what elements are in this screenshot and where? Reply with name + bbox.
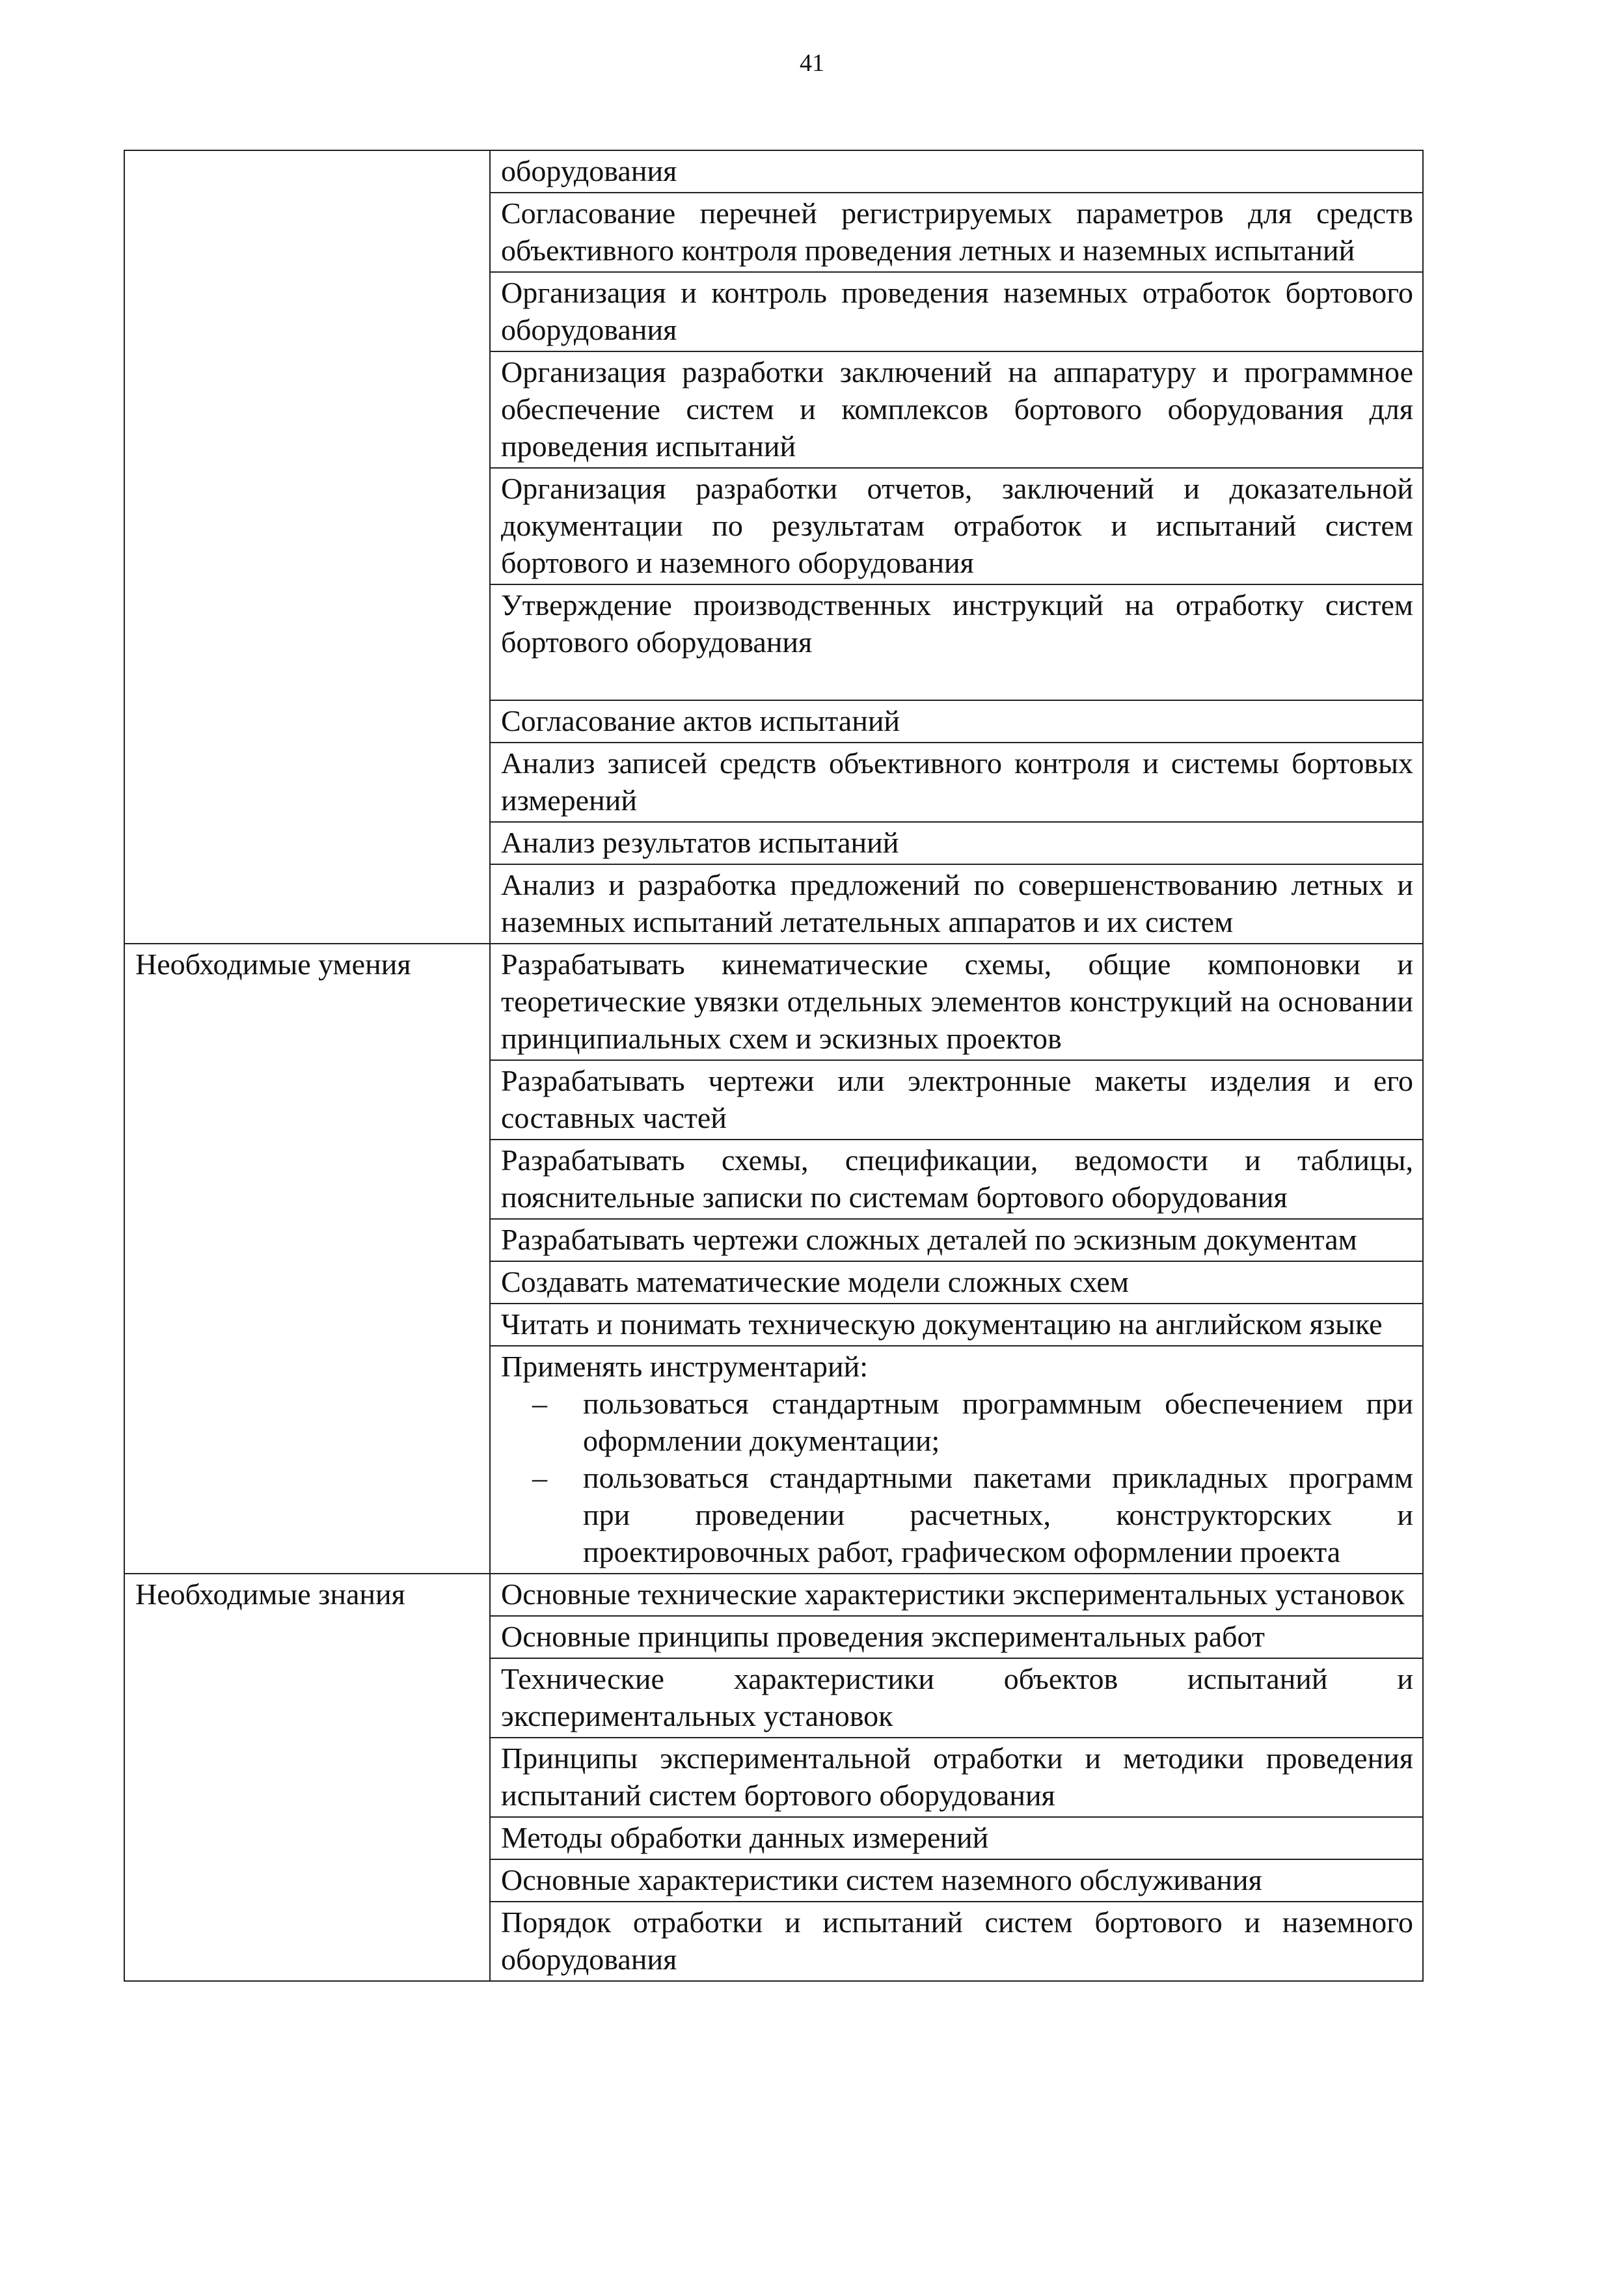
skill-tools-cell — [490, 1346, 1423, 1574]
labor-action-item: оборудования — [490, 150, 1423, 193]
knowledge-item: Порядок отработки и испытаний систем бортового и наземного оборудования — [490, 1902, 1423, 1981]
dash-bullet: – — [532, 1387, 547, 1420]
labor-action-item: Анализ и разработка предложений по совершенствованию летных и наземных испытаний летательных аппаратов и их систем — [490, 864, 1423, 944]
dash-bullet: – — [532, 1461, 547, 1494]
skill-tools-list — [501, 1385, 1413, 1570]
labor-action-item: Организация разработки заключений на аппаратуру и программное обеспечение систем и комплексов бортового оборудования для проведения испытаний — [490, 351, 1423, 468]
knowledge-item: Основные принципы проведения экспериментальных работ — [490, 1616, 1423, 1658]
labor-action-item: Анализ результатов испытаний — [490, 822, 1423, 864]
skill-tool-text: пользоваться стандартными пакетами прикладных программ при проведении расчетных, конструкторских и проектировочных работ, графическом оформлении проекта — [583, 1461, 1413, 1568]
knowledge-item: Методы обработки данных измерений — [490, 1817, 1423, 1859]
table-row — [124, 1574, 1423, 1616]
skill-item: Создавать математические модели сложных схем — [490, 1261, 1423, 1304]
skill-item: Разрабатывать схемы, спецификации, ведомости и таблицы, пояснительные записки по системам бортового оборудования — [490, 1140, 1423, 1219]
knowledge-item: Принципы экспериментальной отработки и методики проведения испытаний систем бортового оборудования — [490, 1738, 1423, 1817]
document-sheet — [124, 150, 1424, 1982]
table-row — [124, 150, 1423, 193]
skill-tool-text: пользоваться стандартным программным обеспечением при оформлении документации; — [583, 1387, 1413, 1457]
list-item — [501, 1459, 1413, 1570]
labor-action-item: Утверждение производственных инструкций на отработку систем бортового оборудования — [490, 584, 1423, 700]
skill-item: Разрабатывать кинематические схемы, общие компоновки и теоретические увязки отдельных элементов конструкций на основании принципиальных схем и эскизных проектов — [490, 944, 1423, 1060]
skills-label: Необходимые умения — [124, 944, 490, 1574]
knowledge-item: Технические характеристики объектов испытаний и экспериментальных установок — [490, 1658, 1423, 1738]
job-description-table — [124, 150, 1424, 1982]
skill-item: Читать и понимать техническую документацию на английском языке — [490, 1304, 1423, 1346]
labor-action-item: Согласование перечней регистрируемых параметров для средств объективного контроля проведения летных и наземных испытаний — [490, 193, 1423, 272]
labor-actions-label-cell — [124, 150, 490, 944]
list-item — [501, 1385, 1413, 1459]
knowledge-item: Основные технические характеристики экспериментальных установок — [490, 1574, 1423, 1616]
page-number: 41 — [800, 49, 824, 77]
knowledge-item: Основные характеристики систем наземного обслуживания — [490, 1859, 1423, 1902]
skill-tools-intro: Применять инструментарий: — [501, 1350, 869, 1383]
table-row — [124, 944, 1423, 1060]
knowledge-label: Необходимые знания — [124, 1574, 490, 1981]
labor-action-item: Организация разработки отчетов, заключений и доказательной документации по результатам отработок и испытаний систем бортового и наземного оборудования — [490, 468, 1423, 584]
skill-item: Разрабатывать чертежи или электронные макеты изделия и его составных частей — [490, 1060, 1423, 1140]
labor-action-item: Согласование актов испытаний — [490, 700, 1423, 743]
skill-item: Разрабатывать чертежи сложных деталей по эскизным документам — [490, 1219, 1423, 1261]
labor-action-item: Организация и контроль проведения наземных отработок бортового оборудования — [490, 272, 1423, 351]
labor-action-item: Анализ записей средств объективного контроля и системы бортовых измерений — [490, 743, 1423, 822]
